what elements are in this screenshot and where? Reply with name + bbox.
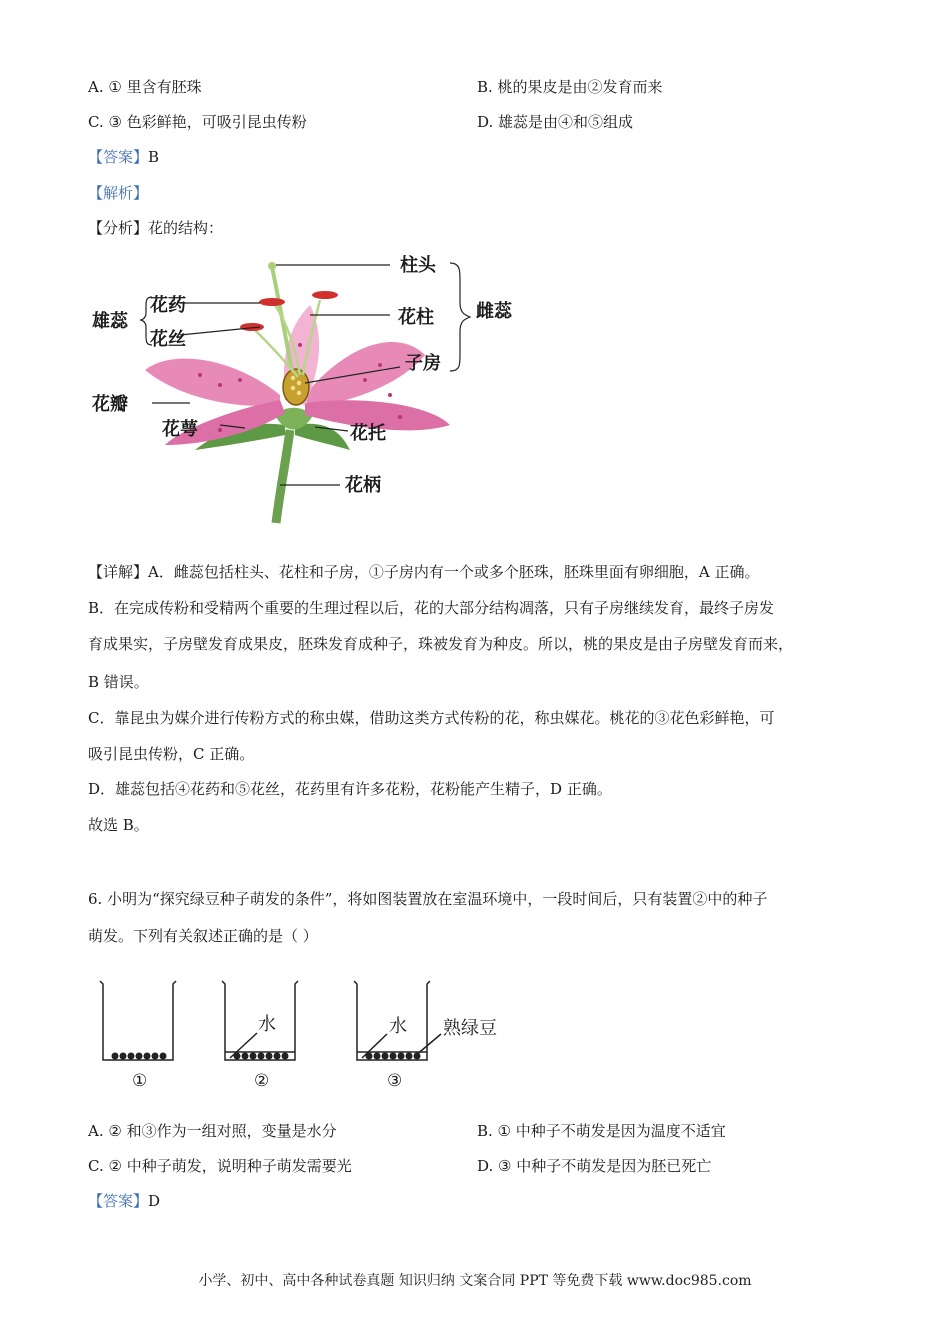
label-beaker-3: ③ [387,1071,403,1091]
detail-a [88,562,759,582]
page-footer: 小学、初中、高中各种试卷真题 知识归纳 文案合同 PPT 等免费下载 www.doc985.com [198,1273,752,1289]
detail-conclusion: 故选 B。 [88,816,149,834]
detail-a-text: A．雌蕊包括柱头、花柱和子房，①子房内有一个或多个胚珠，胚珠里面有卵细胞，A 正确。 [148,563,760,581]
label-xiongrui: 雄蕊 [92,311,128,332]
q5-answer [88,147,159,167]
detail-b2: 育成果实，子房壁发育成果皮，胚珠发育成种子，珠被发育为种皮。所以，桃的果皮是由子房壁发育而来， [88,635,794,653]
label-huayao: 花药 [150,295,186,316]
q6-option-c: C. ② 中种子萌发，说明种子萌发需要光 [88,1157,352,1175]
anther [259,298,285,306]
petal-left [145,359,280,406]
q6-stem-line2: 萌发。下列有关叙述正确的是（ ） [88,927,318,945]
flower-structure-diagram [80,245,540,525]
label-beaker-2: ② [254,1071,270,1091]
q5-option-a: A. ① 里含有胚珠 [88,78,202,96]
label-cooked-beans: 熟绿豆 [443,1018,497,1039]
detail-b1: B．在完成传粉和受精两个重要的生理过程以后，花的大部分结构凋落，只有子房继续发育，最终子房发 [88,599,775,617]
q6-stem-line1: 6. 小明为“探究绿豆种子萌发的条件”，将如图装置放在室温环境中，一段时间后，只有装置②中的种子 [88,890,768,908]
q5-option-d: D. 雄蕊是由④和⑤组成 [477,113,634,131]
label-beaker-1: ① [132,1071,148,1091]
q5-option-c: C. ③ 色彩鲜艳，可吸引昆虫传粉 [88,113,307,131]
q6-answer-value: D [148,1192,161,1210]
q5-fenxi [88,218,223,238]
q5-analysis [88,183,148,203]
label-huasi: 花丝 [150,329,186,350]
fenxi-tag: 【分析】 [88,219,149,237]
label-huatuo: 花托 [350,423,386,444]
q6-option-b: B. ① 中种子不萌发是因为温度不适宜 [477,1122,726,1140]
seeds-1 [112,1053,167,1060]
answer-tag: 【答案】 [88,148,149,166]
detail-c1: C．靠昆虫为媒介进行传粉方式的称虫媒，借助这类方式传粉的花，称虫媒花。桃花的③花色彩鲜艳，可 [88,709,775,727]
detail-c2: 吸引昆虫传粉，C 正确。 [88,745,255,763]
label-huae: 花萼 [162,419,198,440]
label-water-3: 水 [389,1016,407,1037]
seeds-3 [366,1053,421,1060]
label-huazhu: 花柱 [398,307,434,328]
label-zifang: 子房 [405,353,441,374]
q6-option-a: A. ② 和③作为一组对照，变量是水分 [88,1122,337,1140]
analysis-tag: 【解析】 [88,184,149,202]
detail-b3: B 错误。 [88,673,149,691]
fenxi-text: 花的结构： [148,219,224,237]
label-huaban: 花瓣 [92,394,128,415]
q6-answer [88,1191,160,1211]
stem [276,430,290,523]
seeds-2 [234,1053,289,1060]
q6-option-d: D. ③ 中种子不萌发是因为胚已死亡 [477,1157,712,1175]
petal-right [305,342,425,407]
label-water-2: 水 [258,1014,276,1035]
answer-value: B [148,148,160,166]
label-cirui: 雌蕊 [476,301,512,322]
beaker-1 [100,981,176,1060]
q5-option-b: B. 桃的果皮是由②发育而来 [477,78,663,96]
detail-tag: 【详解】 [88,563,149,581]
beakers-diagram [95,978,515,1093]
label-huabing: 花柄 [345,475,381,496]
label-zhutou: 柱头 [400,255,436,276]
stigma [268,262,276,270]
q6-answer-tag: 【答案】 [88,1192,149,1210]
beans-leader-3 [415,1034,441,1056]
detail-d: D．雄蕊包括④花药和⑤花丝，花药里有许多花粉，花粉能产生精子，D 正确。 [88,780,612,798]
